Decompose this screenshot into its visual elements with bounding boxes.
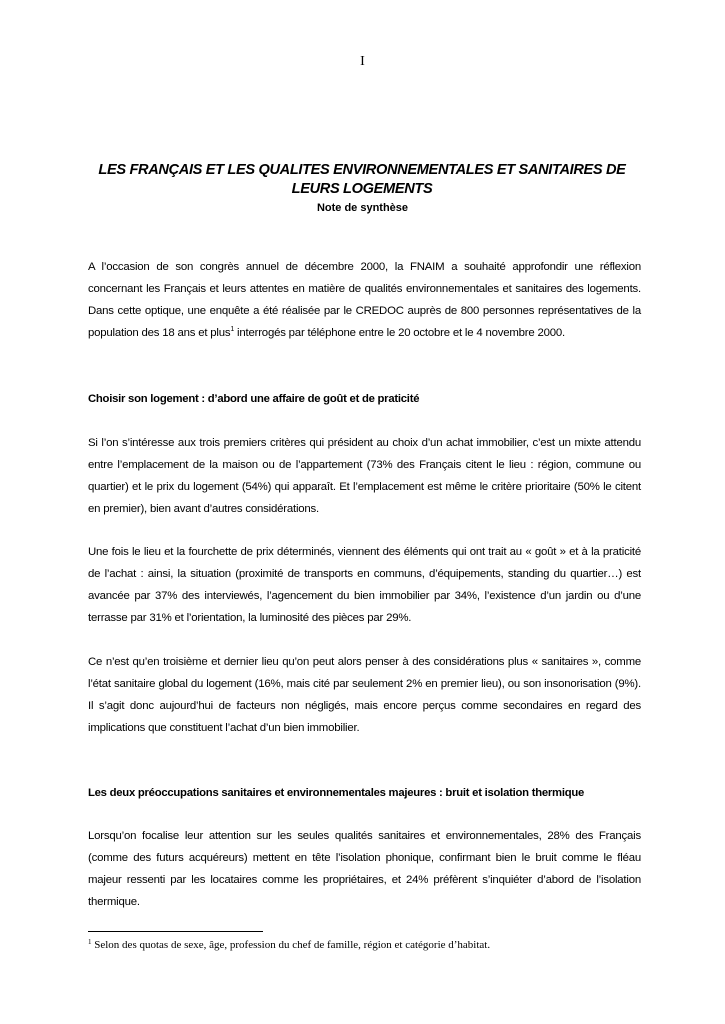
intro-paragraph	[88, 256, 641, 344]
section-heading-bruit-isolation: Les deux préoccupations sanitaires et environnementales majeures : bruit et isolation thermique	[88, 787, 585, 799]
intro-text-continued: interrogés par téléphone entre le 20 octobre et le 4 novembre 2000.	[234, 327, 565, 339]
section-heading-logement: Choisir son logement : d’abord une affaire de goût et de praticité	[88, 393, 420, 405]
footnote-text: Selon des quotas de sexe, âge, profession du chef de famille, région et catégorie d’habitat.	[91, 939, 491, 951]
document-title: LES FRANÇAIS ET LES QUALITES ENVIRONNEMENTALES ET SANITAIRES DE LEURS LOGEMENTS	[98, 162, 626, 197]
footnote-reference: 1	[230, 326, 235, 333]
footnote	[88, 939, 648, 951]
page-number: I	[360, 54, 365, 69]
footnote-separator	[88, 931, 263, 932]
paragraph-isolation: Lorsqu’on focalise leur attention sur les seules qualités sanitaires et environnementales, 28% des Français (comme des futurs acquéreurs) mettent en tête l’isolation phonique, confirmant bien le bruit comme le fléau majeur ressenti par les locataires comme les propriétaires, et 24% préfèrent s’inquiéter d’abord de l’isolation thermique.	[88, 830, 641, 908]
paragraph-gout-praticite: Une fois le lieu et la fourchette de prix déterminés, viennent des éléments qui ont trait au « goût » et à la praticité de l’achat : ainsi, la situation (proximité de transports en communs, d’équipements, standing du quartier…) est avancée par 37% des interviewés, l’agencement du bien immobilier par 34%, l’existence d’un jardin ou d’une terrasse par 31% et l’orientation, la luminosité des pièces par 29%.	[88, 546, 641, 624]
paragraph-criteres: Si l’on s’intéresse aux trois premiers critères qui président au choix d’un achat immobilier, c’est un mixte attendu entre l’emplacement de la maison ou de l’appartement (73% des Français citent le lieu : région, commune ou quartier) et le prix du logement (54%) qui apparaît. Et l’emplacement est même le critère prioritaire (50% le citent en premier), bien avant d’autres considérations.	[88, 437, 641, 515]
intro-text: A l’occasion de son congrès annuel de décembre 2000, la FNAIM a souhaité approfondir une réflexion concernant les Français et leurs attentes en matière de qualités environnementales et sanitaires des logements. Dans cette optique, une enquête a été réalisée par le CREDOC auprès de 800 personnes représentatives de la population des 18 ans et plus	[88, 261, 641, 339]
paragraph-considerations-sanitaires: Ce n’est qu’en troisième et dernier lieu qu’on peut alors penser à des considérations plus « sanitaires », comme l’état sanitaire global du logement (16%, mais cité par seulement 2% en premier lieu), ou son insonorisation (9%). Il s’agit donc aujourd’hui de facteurs non négligés, mais encore perçus comme secondaires en regard des implications que constituent l’achat d’un bien immobilier.	[88, 656, 641, 734]
document-subtitle: Note de synthèse	[316, 202, 409, 214]
footnote-number: 1	[88, 938, 92, 946]
